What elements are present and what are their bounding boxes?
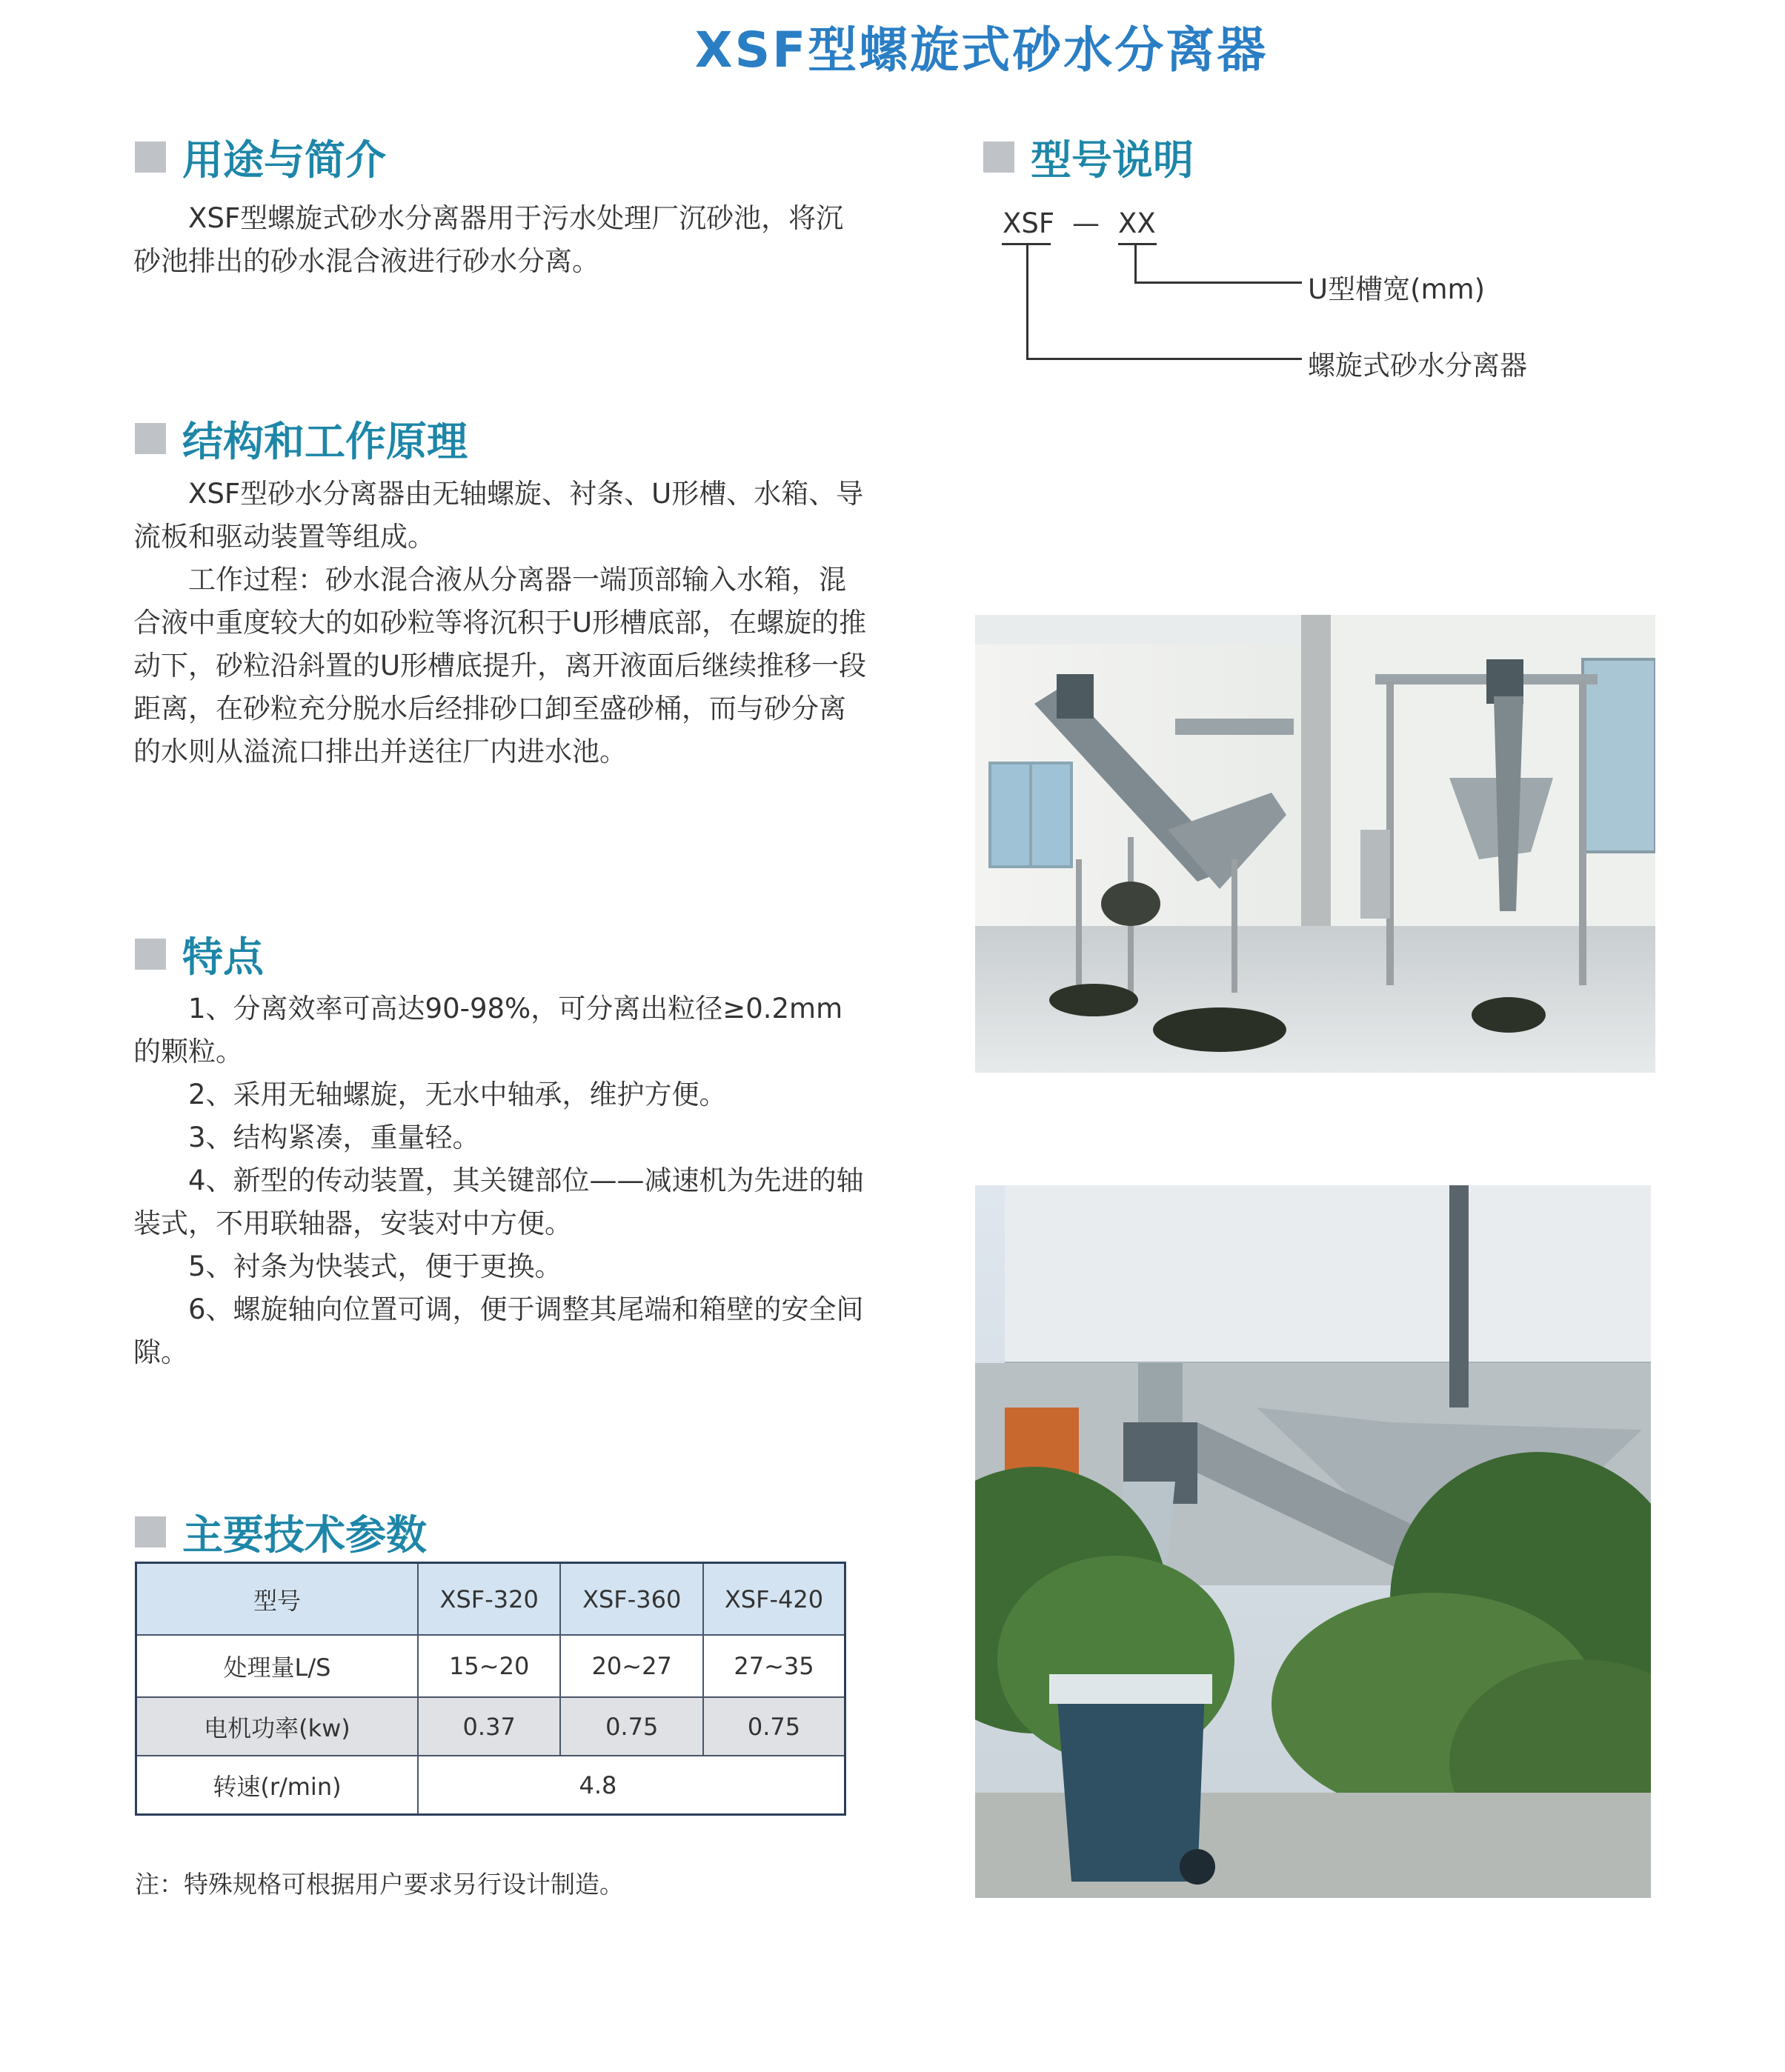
table-cell: 0.75 [703, 1697, 845, 1756]
table-cell: 20~27 [560, 1635, 703, 1697]
features-list [133, 987, 867, 1374]
heading-square-icon [135, 1516, 166, 1548]
row-label: 电机功率(kw) [136, 1697, 418, 1756]
heading-text: 结构和工作原理 [182, 418, 468, 465]
header-cell: XSF-420 [703, 1563, 845, 1636]
model-code-suffix: XX [1118, 207, 1156, 239]
heading-square-icon [983, 141, 1014, 173]
table-cell-merged: 4.8 [418, 1756, 845, 1815]
heading-text: 用途与简介 [182, 136, 387, 184]
photo-outdoor-separator [975, 1185, 1651, 1898]
feature-item: 3、结构紧凑，重量轻。 [188, 1122, 480, 1153]
feature-item: 2、采用无轴螺旋，无水中轴承，维护方便。 [188, 1079, 727, 1110]
row-label: 转速(r/min) [136, 1756, 418, 1815]
intro-text [133, 197, 867, 283]
feature-item: 4、新型的传动装置，其关键部位——减速机为先进的轴装式，不用联轴器，安装对中方便。 [133, 1165, 864, 1239]
spec-note: 注：特殊规格可根据用户要求另行设计制造。 [135, 1870, 624, 1899]
heading-square-icon [135, 141, 166, 173]
table-header-row [136, 1563, 845, 1636]
page-title: XSF型螺旋式砂水分离器 [694, 21, 1269, 79]
heading-text: 特点 [182, 933, 265, 981]
header-cell: XSF-320 [418, 1563, 561, 1636]
feature-item: 6、螺旋轴向位置可调，便于调整其尾端和箱壁的安全间隙。 [133, 1293, 864, 1368]
table-row [136, 1756, 845, 1815]
table-row [136, 1697, 845, 1756]
model-code-prefix: XSF [1003, 207, 1055, 239]
spec-table [135, 1562, 846, 1816]
leader-horizontal-suffix [1134, 282, 1302, 284]
structure-paragraph: 工作过程：砂水混合液从分离器一端顶部输入水箱，混合液中重度较大的如砂粒等将沉积于U形槽底部，在螺旋的推动下，砂粒沿斜置的U形槽底提升，离开液面后继续推移一段距离，在砂粒充分脱水后经排砂口卸至盛砂桶，而与砂分离的水则从溢流口排出并送往厂内进水池。 [133, 564, 867, 767]
heading-square-icon [135, 423, 166, 454]
leader-horizontal-prefix [1026, 358, 1302, 360]
section-heading-intro [135, 127, 386, 186]
label-prefix: 螺旋式砂水分离器 [1308, 350, 1527, 382]
heading-text: 主要技术参数 [182, 1511, 428, 1559]
section-heading-features [135, 925, 264, 983]
section-heading-structure [135, 409, 468, 467]
header-cell: 型号 [136, 1563, 418, 1636]
feature-item: 5、衬条为快装式，便于更换。 [188, 1250, 562, 1282]
photo-indoor-separators [975, 615, 1655, 1073]
leader-vertical-suffix [1134, 244, 1137, 283]
model-code-dash: — [1072, 207, 1100, 239]
intro-paragraph: XSF型螺旋式砂水分离器用于污水处理厂沉砂池，将沉砂池排出的砂水混合液进行砂水分离。 [133, 202, 844, 277]
heading-text: 型号说明 [1031, 136, 1194, 184]
table-row [136, 1635, 845, 1697]
row-label: 处理量L/S [136, 1635, 418, 1697]
section-heading-model [983, 127, 1194, 186]
structure-text [133, 473, 867, 773]
underline-suffix [1118, 243, 1157, 245]
feature-item: 1、分离效率可高达90-98%，可分离出粒径≥0.2mm的颗粒。 [133, 993, 843, 1067]
header-cell: XSF-360 [560, 1563, 703, 1636]
table-cell: 27~35 [703, 1635, 845, 1697]
label-suffix: U型槽宽(mm) [1308, 273, 1486, 305]
table-cell: 0.75 [560, 1697, 703, 1756]
section-heading-specs [135, 1502, 427, 1561]
leader-vertical-prefix [1026, 244, 1028, 359]
table-cell: 15~20 [418, 1635, 561, 1697]
heading-square-icon [135, 939, 166, 970]
structure-paragraph: XSF型砂水分离器由无轴螺旋、衬条、U形槽、水箱、导流板和驱动装置等组成。 [133, 478, 864, 553]
table-cell: 0.37 [418, 1697, 561, 1756]
